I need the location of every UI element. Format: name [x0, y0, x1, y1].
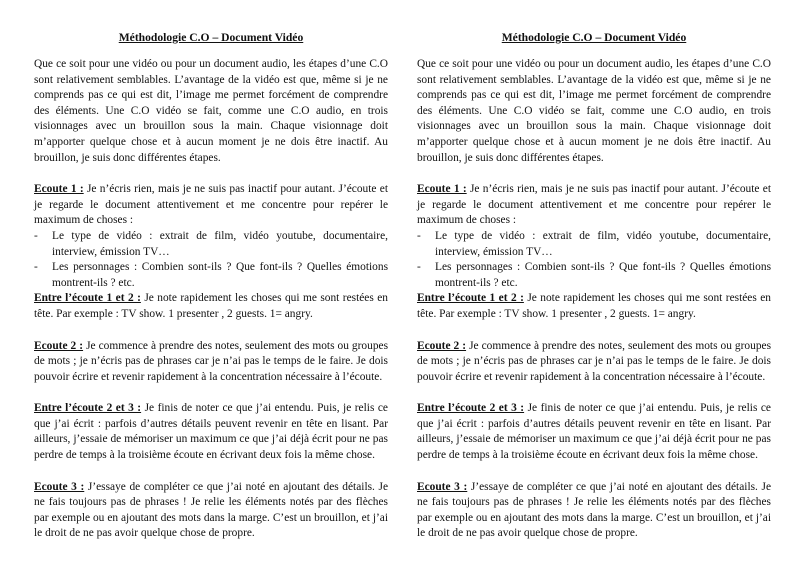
ecoute1-label: Ecoute 1 :: [417, 183, 467, 196]
entre23-label: Entre l’écoute 2 et 3 :: [34, 402, 142, 415]
ecoute3-label: Ecoute 3 :: [34, 480, 85, 493]
bullet-text: Les personnages : Combien sont-ils ? Que font-ils ? Quelles émotions montrent-ils ? etc.: [435, 261, 771, 289]
bullet-text: Les personnages : Combien sont-ils ? Que font-ils ? Quelles émotions montrent-ils ? etc.: [52, 261, 388, 289]
entre12-label: Entre l’écoute 1 et 2 :: [34, 292, 141, 305]
entre12-label: Entre l’écoute 1 et 2 :: [417, 292, 524, 305]
list-item: [34, 260, 388, 291]
entre23-text: Je finis de noter ce que j’ai entendu. Puis, je relis ce que j’ai écrit : parfois d’autres détails peuvent revenir en tête en lisant. Par ailleurs, j’essaie de mémoriser un maximum ce que j’ai déjà écrit pour ne pas perdre de temps à la troisième écoute en écrivant deux fois la même chose.: [417, 402, 771, 462]
ecoute2-paragraph: [417, 339, 771, 386]
ecoute2-text: Je commence à prendre des notes, seulement des mots ou groupes de mots ; je n’écris pas de phrases car je n’ai pas le temps de le faire. Je dois pouvoir écrire et revenir rapidement à la concentration nécessaire à l’écoute.: [417, 339, 771, 383]
page-title: Méthodologie C.O – Document Vidéo: [118, 31, 304, 44]
entre23-paragraph: [417, 401, 771, 463]
ecoute3-label: Ecoute 3 :: [417, 480, 468, 493]
ecoute1-text: Je n’écris rien, mais je ne suis pas inactif pour autant. J’écoute et je regarde le document attentivement et me concentre pour repérer le maximum de choses :: [417, 183, 771, 227]
entre23-label: Entre l’écoute 2 et 3 :: [417, 402, 525, 415]
ecoute1-bullet-list: [417, 229, 771, 291]
ecoute2-paragraph: [34, 339, 388, 386]
ecoute2-label: Ecoute 2 :: [417, 339, 467, 352]
ecoute1-label: Ecoute 1 :: [34, 183, 84, 196]
bullet-text: Le type de vidéo : extrait de film, vidéo youtube, documentaire, interview, émission TV…: [435, 229, 771, 258]
entre12-paragraph: [417, 291, 771, 322]
entre12-text: Je note rapidement les choses qui me sont restées en tête. Par exemple : TV show. 1 presenter , 2 guests. 1= angry.: [34, 292, 388, 320]
entre12-text: Je note rapidement les choses qui me sont restées en tête. Par exemple : TV show. 1 presenter , 2 guests. 1= angry.: [417, 292, 771, 320]
ecoute2-label: Ecoute 2 :: [34, 339, 84, 352]
bullet-dash: -: [34, 229, 38, 242]
entre23-paragraph: [34, 401, 388, 463]
entre12-paragraph: [34, 291, 388, 322]
bullet-dash: -: [34, 261, 38, 274]
ecoute2-text: Je commence à prendre des notes, seulement des mots ou groupes de mots ; je n’écris pas de phrases car je n’ai pas le temps de le faire. Je dois pouvoir écrire et revenir rapidement à la concentration nécessaire à l’écoute.: [34, 339, 388, 383]
list-item: [34, 229, 388, 260]
ecoute1-paragraph: [34, 182, 388, 229]
bullet-dash: -: [417, 229, 421, 242]
bullet-dash: -: [417, 261, 421, 274]
right-page: [417, 30, 771, 542]
ecoute3-paragraph: [417, 480, 771, 542]
ecoute1-paragraph: [417, 182, 771, 229]
ecoute1-text: Je n’écris rien, mais je ne suis pas inactif pour autant. J’écoute et je regarde le document attentivement et me concentre pour repérer le maximum de choses :: [34, 183, 388, 227]
ecoute3-paragraph: [34, 480, 388, 542]
list-item: [417, 260, 771, 291]
ecoute1-bullet-list: [34, 229, 388, 291]
intro-paragraph: Que ce soit pour une vidéo ou pour un document audio, les étapes d’une C.O sont relativement semblables. L’avantage de la vidéo est que, même si je ne comprends pas ce qui est dit, l’image me permet forcément de comprendre des éléments. Une C.O vidéo se fait, comme une C.O audio, en trois visionnages avec un brouillon sous la main. Chaque visionnage doit m’apporter quelque chose et à aucun moment je ne dois être inactif. Au brouillon, je suis donc différentes étapes.: [417, 58, 771, 164]
left-page: [34, 30, 388, 542]
list-item: [417, 229, 771, 260]
ecoute3-text: J’essaye de compléter ce que j’ai noté en ajoutant des détails. Je ne fais toujours pas de phrases ! Je relie les éléments notés par des flèches par exemple ou en ajoutant des mots dans la marge. C’est un brouillon, et j’ai le droit de ne pas avoir quelque chose de propre.: [417, 480, 771, 540]
bullet-text: Le type de vidéo : extrait de film, vidéo youtube, documentaire, interview, émission TV…: [52, 229, 388, 258]
intro-paragraph: Que ce soit pour une vidéo ou pour un document audio, les étapes d’une C.O sont relativement semblables. L’avantage de la vidéo est que, même si je ne comprends pas ce qui est dit, l’image me permet forcément de comprendre des éléments. Une C.O vidéo se fait, comme une C.O audio, en trois visionnages avec un brouillon sous la main. Chaque visionnage doit m’apporter quelque chose et à aucun moment je ne dois être inactif. Au brouillon, je suis donc différentes étapes.: [34, 58, 388, 164]
entre23-text: Je finis de noter ce que j’ai entendu. Puis, je relis ce que j’ai écrit : parfois d’autres détails peuvent revenir en tête en lisant. Par ailleurs, j’essaie de mémoriser un maximum ce que j’ai déjà écrit pour ne pas perdre de temps à la troisième écoute en écrivant deux fois la même chose.: [34, 402, 388, 462]
page-title: Méthodologie C.O – Document Vidéo: [501, 31, 687, 44]
ecoute3-text: J’essaye de compléter ce que j’ai noté en ajoutant des détails. Je ne fais toujours pas de phrases ! Je relie les éléments notés par des flèches par exemple ou en ajoutant des mots dans la marge. C’est un brouillon, et j’ai le droit de ne pas avoir quelque chose de propre.: [34, 480, 388, 540]
